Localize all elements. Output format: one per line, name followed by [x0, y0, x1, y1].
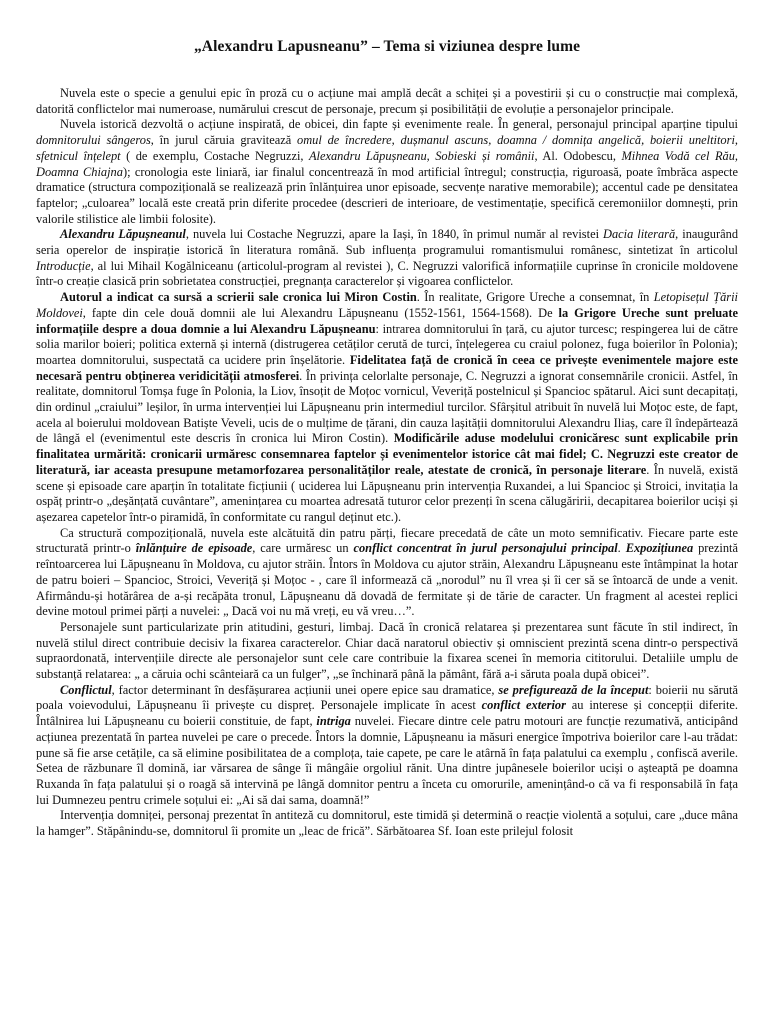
text-run: , în jurul căruia gravitează: [150, 133, 298, 148]
text-run: , fapte din cele două domnii ale lui Alexandru Lăpușneanu (1552-1561, 1564-1568). De: [82, 305, 559, 320]
emphasis-text: Alexandru Lăpușneanu, Sobieski și românii: [308, 148, 535, 163]
text-run: nuvelei. Fiecare dintre cele patru motouri are funcție rezumativă, anticipând acțiunea prezentată în partea nuvelei pe care o precede. Întors la domnie, Lăpușneanu ia măsuri energice împotriva boierilor care l-au trădat: pune să fie arse cetățile, ca să elimine posibilitatea de a comploța, taie capete, pe care le atârnă în fața palatului ca exemplu , confiscă averile. Setea de răzbunare îl domină, iar vărsarea de sânge îi mângâie orgoliul rănit. Una dintre jupânesele boierilor uciși o așteaptă pe doamna Ruxanda în fața palatului și o roagă să intervină pe lângă domnitor pentru a înceta cu omorurile, amenințând-o că va fi responsabilă în fața lui Dumnezeu pentru crimele soțului ei: „Ai să dai sama, doamnă!”: [36, 714, 738, 807]
paragraph: [36, 808, 738, 839]
text-run: au interese și concepții diferite. Întâlnirea lui Lăpușneanu cu boierii constituie, de fapt,: [36, 698, 738, 729]
paragraph: [36, 86, 738, 117]
text-run: : intrarea domnitorului în țară, cu ajutor turcesc; respingerea lui de către solia marilor boieri; politica externă și internă (distrugerea cetăților cerută de turci, înțelegerea cu craiul polonez, fuga boierilor în Polonia); moartea domnitorului, suspectată ca ucidere prin înșelătorie.: [36, 321, 738, 367]
text-run: prezintă reîntoarcerea lui Lăpușneanu în Moldova, cu ajutor străin. Întors în Moldova cu ajutor străin, Alexandru Lăpușneanu este întâmpinat la hotar de patru boieri – Spancioc, Stroici, Veveriță și Moțoc - , care îl informează că „norodul” nu îl vrea și îi cer să se întoarcă de unde a venit. Afirmându-și hotărârea de a-și recăpăta tronul, Lăpușneanu dă dovadă de fermitate și de tărie de caracter. Un fragment al acestei replici devine motoul primei părți a nuvelei: „ Dacă voi nu mă vreți, eu vă vreu…”.: [36, 541, 738, 619]
text-run: , Al. Odobescu,: [534, 148, 622, 163]
paragraph: [36, 620, 738, 683]
text-run: , care urmăresc un: [252, 541, 354, 556]
emphasis-text: Alexandru Lăpușneanul: [60, 227, 186, 242]
emphasis-text: la Grigore Ureche sunt preluate informațiile despre a doua domnie a lui Alexandru Lăpușneanu: [36, 305, 738, 336]
emphasis-text: Letopisețul Țării Moldovei: [36, 290, 738, 320]
emphasis-text: Dacia literară: [603, 227, 676, 242]
text-run: : boierii nu sărută poala voievodului, Lăpușneanu îi privește cu dispreț. Personajele implicate în acest: [36, 682, 738, 713]
paragraph: [36, 290, 738, 526]
emphasis-text: se prefigurează de la început: [498, 682, 649, 697]
text-run: . În realitate, Grigore Ureche a consemnat, în: [416, 290, 654, 305]
text-run: , inaugurând seria operelor de inspirație istorică în literatura română. Sub influența programului romantismului românesc, sintetizat în articolul: [36, 227, 739, 258]
emphasis-text: Introducție: [36, 258, 91, 273]
text-run: , nuvela lui Costache Negruzzi, apare la Iași, în 1840, în primul număr al revistei: [185, 227, 604, 242]
paragraph: [36, 526, 738, 620]
text-run: . În nuvelă, există scene și episoade care aparțin în totalitate ficțiunii ( uciderea lui Lăpușneanu prin intervenția Ruxandei, a lui Spancioc și Stroici, invitația la ospăț printr-o „deșănțată cuvântare”, amenințarea cu moartea adresată tuturor celor prezenți în scena călugăririi, decapitarea boierilor uciși și așezarea capetelor într-o piramidă, în conformitate cu rangul deținut etc.).: [36, 462, 738, 524]
emphasis-text: omul de încredere, dușmanul ascuns, doamna / domnița angelică, boierii uneltitori, sfetnicul înțelept: [36, 133, 738, 163]
document-title: „Alexandru Lapusneanu” – Tema si viziunea despre lume: [193, 38, 581, 55]
text-run: Intervenția domniței, personaj prezentat în antiteză cu domnitorul, este timidă și determină o reacție violentă a soțului, care „duce mâna la hamger”. Stăpânindu-se, domnitorul îi promite un „leac de frică”. Sărbătoarea Sf. Ioan este prilejul folosit: [36, 808, 738, 839]
text-run: Nuvela istorică dezvoltă o acțiune inspirată, de obicei, din fapte și evenimente reale. În general, personajul principal aparține tipului: [60, 117, 738, 132]
emphasis-text: Fidelitatea față de cronică în ceea ce privește evenimentele majore este necesară pentru obținerea veridicității atmosferei: [36, 352, 738, 383]
emphasis-text: Modificările aduse modelului cronicăresc sunt explicabile prin finalitatea urmărită: cronicarii urmăresc consemnarea faptelor și evenimentelor istorice cât mai fidel; C. Negruzzi este creator de literatură, iar aceasta presupune metamorfozarea personalităților reale, atestate de cronică, în personaje literare: [36, 431, 738, 477]
text-run: , factor determinant în desfășurarea acțiunii unei opere epice sau dramatice,: [111, 682, 499, 697]
emphasis-text: Autorul a indicat ca sursă a scrierii sale cronica lui Miron Costin: [60, 290, 417, 305]
text-run: ( de exemplu, Costache Negruzzi,: [120, 148, 309, 163]
emphasis-text: conflict concentrat în jurul personajului principal: [353, 541, 618, 556]
emphasis-text: Mihnea Vodă cel Rău, Doamna Chiajna: [36, 148, 738, 179]
document-body: [36, 86, 738, 840]
text-run: Nuvela este o specie a genului epic în proză cu o acțiune mai amplă decât a schiței și a povestirii și cu o construcție mai complexă, datorită conflictelor mai numeroase, numărului crescut de personaje, precum și posibilității de evoluție a personajelor principale.: [36, 86, 738, 116]
text-run: . În privința celorlalte personaje, C. Negruzzi a ignorat consemnările cronicii. Astfel, în realitate, domnitorul Tomșa fuge în Polonia, la Liov, însoțit de Moțoc vornicul, Veveriță postelnicul și Spancioc spătarul. Aici sunt decapitați, din ordinul „craiului” leșilor, în urma intervenției lui Lăpușneanu prin intermediul turcilor. Sfârșitul atribuit în nuvelă lui Moțoc este, de fapt, acela al boierului moldovean Batiște Veveli, ucis de o mulțime de țărani, din cauza lașității domnitorului Alexandru Iliaș, care îl îndepărtează de lângă el (evenimentul este descris în cronica lui Miron Costin).: [36, 368, 738, 446]
text-run: .: [617, 541, 626, 556]
text-run: Ca structură compozițională, nuvela este alcătuită din patru părți, fiecare precedată de câte un moto semnificativ. Fiecare parte este structurată printr-o: [36, 525, 738, 556]
paragraph: [36, 117, 738, 227]
paragraph: [36, 227, 738, 290]
emphasis-text: domnitorului sângeros: [36, 133, 151, 148]
emphasis-text: conflict exterior: [481, 698, 566, 713]
paragraph: [36, 683, 738, 809]
emphasis-text: Conflictul: [60, 682, 112, 697]
emphasis-text: înlănțuire de episoade: [135, 541, 253, 556]
text-run: ); cronologia este liniară, iar finalul concentrează în mod artificial întregul; construcția, riguroasă, poate îmbrăca aspecte dramatice (structura compozițională se realizează prin înlănțuirea unor episoade, secvențe narative memorabile); accentul cade pe densitatea faptelor; „culoarea” locală este creată prin diferite procedee (descrieri de interioare, de vestimentație, specifică ceremoniilor domnești, prin valorile stilistice ale limbii folosite).: [36, 164, 738, 226]
text-run: Personajele sunt particularizate prin atitudini, gesturi, limbaj. Dacă în cronică relatarea și prezentarea sunt făcute în stil indirect, în nuvelă stilul direct contribuie decisiv la fixarea caracterelor. Chiar dacă naratorul obiectiv și omniscient prezintă scena dintr-o perspectivă supraordonată, intervențiile directe ale personajelor sunt cele care contribuie la fixarea scenei în memoria cititorului. Detaliile umplu de substanță relatarea: „ a căruia ochi scânteiară ca un fulger”, „se închinară până la pământ, fără a-i săruta poala după obicei”.: [36, 619, 738, 682]
text-run: , al lui Mihail Kogălniceanu (articolul-program al revistei ), C. Negruzzi valorifică informațiile cuprinse în cronicile moldovene într-o creație clasică prin sobrietatea construcției, pregnanța caracterelor și vigoarea conflictelor.: [36, 258, 738, 289]
emphasis-text: intriga: [316, 714, 351, 729]
emphasis-text: Expozițiunea: [625, 541, 694, 556]
